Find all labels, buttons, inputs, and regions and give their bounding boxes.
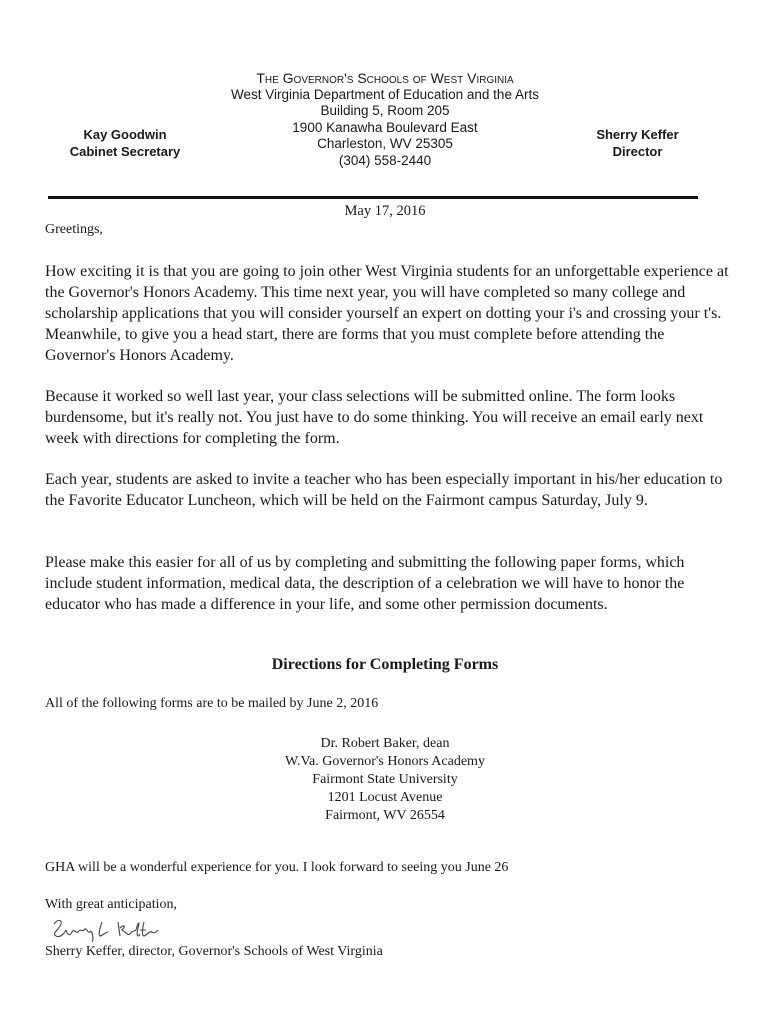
org-title: The Governor's Schools of West Virginia bbox=[256, 70, 514, 86]
phone-line: (304) 558-2440 bbox=[338, 152, 432, 168]
handwritten-signature bbox=[48, 914, 168, 944]
closing-line: GHA will be a wonderful experience for you. I look forward to seeing you June 26 bbox=[45, 860, 509, 875]
letterhead-divider bbox=[48, 196, 698, 199]
signer-line: Sherry Keffer, director, Governor's Schools of West Virginia bbox=[45, 944, 383, 959]
left-title: Cabinet Secretary bbox=[69, 144, 181, 159]
director-block bbox=[565, 126, 710, 160]
cabinet-secretary-block bbox=[45, 126, 205, 160]
address-line: 1201 Locust Avenue bbox=[327, 790, 443, 805]
department-name: West Virginia Department of Education and the Arts bbox=[231, 86, 539, 102]
building-line: Building 5, Room 205 bbox=[320, 103, 450, 118]
street-line: 1900 Kanawha Boulevard East bbox=[292, 119, 478, 135]
body-paragraph: Please make this easier for all of us by completing and submitting the following paper forms, which include student information, medical data, the description of a celebration we will have to honor the educator who has made a difference in your life, and some other permission documents. bbox=[45, 554, 685, 613]
greeting: Greetings, bbox=[45, 222, 103, 237]
signoff: With great anticipation, bbox=[45, 897, 178, 912]
body-paragraph: How exciting it is that you are going to join other West Virginia students for an unforgettable experience at the Governor's Honors Academy. This time next year, you will have completed so many college and scholarship applications that you will consider yourself an expert on dotting your i's and crossing your t's. Meanwhile, to give you a head start, there are forms that you must complete before attending the Governor's Honors Academy. bbox=[45, 263, 729, 364]
address-line: Fairmont, WV 26554 bbox=[325, 808, 445, 823]
section-heading: Directions for Completing Forms bbox=[271, 656, 499, 673]
city-line: Charleston, WV 25305 bbox=[317, 136, 453, 151]
mailing-address bbox=[0, 735, 770, 825]
body-paragraph: Because it worked so well last year, your class selections will be submitted online. The form looks burdensome, but it's really not. You just have to do some thinking. You will receive an email early next week with directions for completing the form. bbox=[45, 388, 704, 447]
left-name: Kay Goodwin bbox=[83, 127, 167, 142]
right-name: Sherry Keffer bbox=[596, 127, 679, 142]
address-line: Fairmont State University bbox=[312, 772, 458, 787]
address-line: W.Va. Governor's Honors Academy bbox=[285, 754, 485, 769]
letter-date: May 17, 2016 bbox=[344, 203, 426, 219]
right-title: Director bbox=[612, 144, 663, 159]
letterhead bbox=[200, 70, 570, 169]
deadline-line: All of the following forms are to be mailed by June 2, 2016 bbox=[45, 696, 379, 711]
body-paragraph: Each year, students are asked to invite a teacher who has been especially important in his/her education to the Favorite Educator Luncheon, which will be held on the Fairmont campus Saturday, July 9. bbox=[45, 471, 723, 509]
address-line: Dr. Robert Baker, dean bbox=[320, 736, 450, 751]
